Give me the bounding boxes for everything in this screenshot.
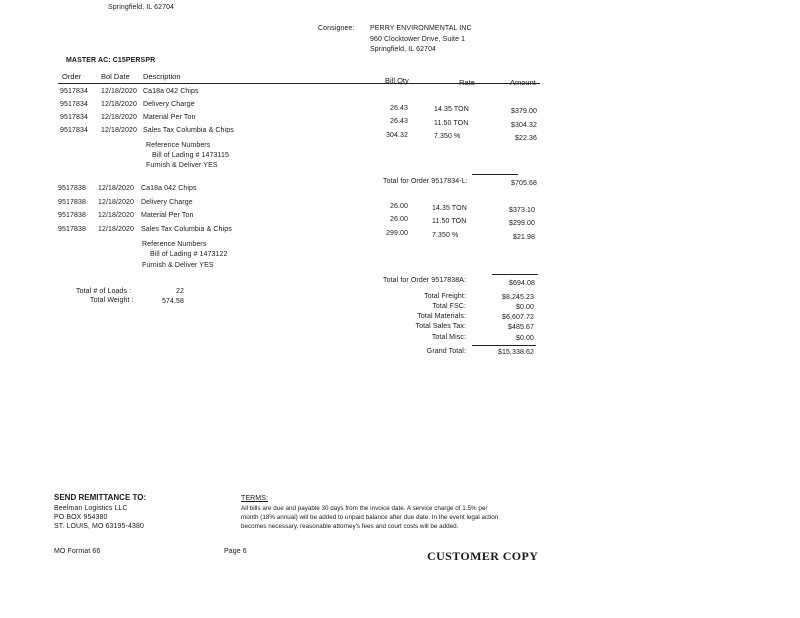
total-fsc-label: Total FSC: [432, 303, 466, 310]
row-date: 12/18/2020 [101, 127, 138, 134]
total-freight-label: Total Freight: [424, 293, 466, 300]
row-qty: 26.00 [389, 203, 408, 210]
row-date: 12/18/2020 [101, 101, 138, 108]
column-rate: Rate [459, 78, 475, 87]
row-order: 9517834 [60, 127, 88, 134]
row-description: Delivery Charge [141, 199, 193, 206]
row-description: Material Per Ton [143, 114, 196, 121]
column-bol-date: Bol Date [101, 72, 130, 81]
row-description: Ca18a 042 Chips [143, 88, 199, 95]
row-order: 9517834 [60, 101, 88, 108]
column-description: Description [143, 72, 181, 81]
terms-line3: becomes necessary, reasonable attorney's fees and court costs will be added. [241, 523, 459, 530]
row-description: Material Per Ton [141, 212, 194, 219]
row-amount: $21.98 [512, 234, 535, 241]
column-order: Order [62, 72, 82, 81]
consignee-label: Consignee: [318, 25, 355, 32]
row-amount: $304.32 [510, 122, 537, 129]
remittance-po-box: PO BOX 954380 [54, 514, 108, 521]
consignee-address-line1: 960 Clocktower Drive, Suite 1 [370, 36, 466, 43]
row-amount: $373.10 [508, 207, 535, 214]
subtotal-rule [492, 274, 538, 275]
total-loads-value: 22 [176, 288, 184, 295]
row-date: 12/18/2020 [98, 212, 135, 219]
row-rate: 14.35 TON [434, 106, 469, 113]
order-total-value: $694.08 [508, 280, 535, 287]
row-date: 12/18/2020 [101, 114, 138, 121]
row-date: 12/18/2020 [101, 88, 138, 95]
row-rate: 11.50 TON [432, 218, 467, 225]
total-freight-value: $8,245.23 [501, 294, 534, 301]
grand-total-value: $15,338.62 [497, 349, 534, 356]
terms-title: TERMS: [241, 495, 269, 502]
row-order: 9517838 [58, 185, 86, 192]
furnish-deliver: Furnish & Deliver YES [142, 262, 214, 269]
top-address: Springfield, IL 62704 [108, 4, 175, 11]
total-loads-label: Total # of Loads : [76, 288, 132, 295]
row-qty: 304.32 [385, 132, 408, 139]
terms-line1: All bills are due and payable 30 days from the invoice date. A service charge of 1.5% per [241, 505, 488, 512]
row-amount: $299.00 [508, 220, 535, 227]
column-bill-qty: Bill Qty [385, 76, 409, 85]
row-order: 9517838 [58, 212, 86, 219]
row-rate: 14.35 TON [432, 205, 467, 212]
order-total-label: Total for Order 9517838A: [383, 277, 467, 284]
row-description: Sales Tax Columbia & Chips [141, 226, 232, 233]
customer-copy-label: CUSTOMER COPY [427, 549, 539, 563]
row-order: 9517834 [60, 88, 88, 95]
total-sales-tax-value: $485.67 [507, 324, 534, 331]
order-total-value: $705.68 [510, 180, 537, 187]
order-total-label: Total for Order 9517834-L: [383, 178, 468, 185]
total-weight-label: Total Weight : [90, 297, 134, 304]
row-amount: $379.00 [510, 108, 537, 115]
row-description: Sales Tax Columbia & Chips [143, 127, 234, 134]
row-qty: 26.00 [389, 216, 408, 223]
total-misc-label: Total Misc: [431, 334, 466, 341]
reference-label: Reference Numbers [142, 241, 207, 248]
page-number: Page 6 [224, 548, 247, 555]
subtotal-rule [472, 174, 518, 175]
total-sales-tax-label: Total Sales Tax: [415, 323, 466, 330]
row-rate: 11.50 TON [434, 120, 469, 127]
row-qty: 26.43 [389, 118, 408, 125]
row-date: 12/18/2020 [98, 185, 135, 192]
total-misc-value: $0.00 [515, 335, 534, 342]
row-description: Ca18a 042 Chips [141, 185, 197, 192]
remittance-company: Beelman Logistics LLC [54, 505, 128, 512]
column-amount: Amount [510, 78, 536, 87]
master-account: MASTER AC: C15PERSPR [66, 57, 156, 64]
bill-of-lading: Bill of Lading # 1473122 [150, 251, 228, 258]
row-date: 12/18/2020 [98, 199, 135, 206]
form-number: MO Format 66 [54, 548, 101, 555]
row-rate: 7.350 % [434, 133, 461, 140]
remittance-title: SEND REMITTANCE TO: [54, 493, 147, 502]
furnish-deliver: Furnish & Deliver YES [146, 162, 218, 169]
row-date: 12/18/2020 [98, 226, 135, 233]
row-order: 9517834 [60, 114, 88, 121]
row-qty: 26.43 [389, 105, 408, 112]
reference-label: Reference Numbers [146, 142, 211, 149]
total-fsc-value: $0.00 [515, 304, 534, 311]
total-materials-label: Total Materials: [417, 313, 466, 320]
grand-total-label: Grand Total: [426, 348, 466, 355]
row-order: 9517838 [58, 226, 86, 233]
consignee-name: PERRY ENVIRONMENTAL INC [370, 25, 472, 32]
row-order: 9517838 [58, 199, 86, 206]
grand-total-rule [472, 345, 536, 346]
consignee-address-line2: Springfield, IL 62704 [370, 46, 437, 53]
row-amount: $22.36 [514, 135, 537, 142]
header-rule [58, 83, 540, 84]
row-rate: 7.350 % [432, 232, 459, 239]
row-qty: 299.00 [385, 230, 408, 237]
row-description: Delivery Charge [143, 101, 195, 108]
bill-of-lading: Bill of Lading # 1473115 [152, 152, 229, 159]
terms-line2: month (18% annual) will be added to unpaid balance after due date. In the event legal action [241, 514, 499, 521]
total-weight-value: 574.58 [162, 298, 185, 305]
total-materials-value: $6,607.72 [501, 314, 534, 321]
remittance-city: ST. LOUIS, MO 63195-4380 [54, 523, 144, 530]
